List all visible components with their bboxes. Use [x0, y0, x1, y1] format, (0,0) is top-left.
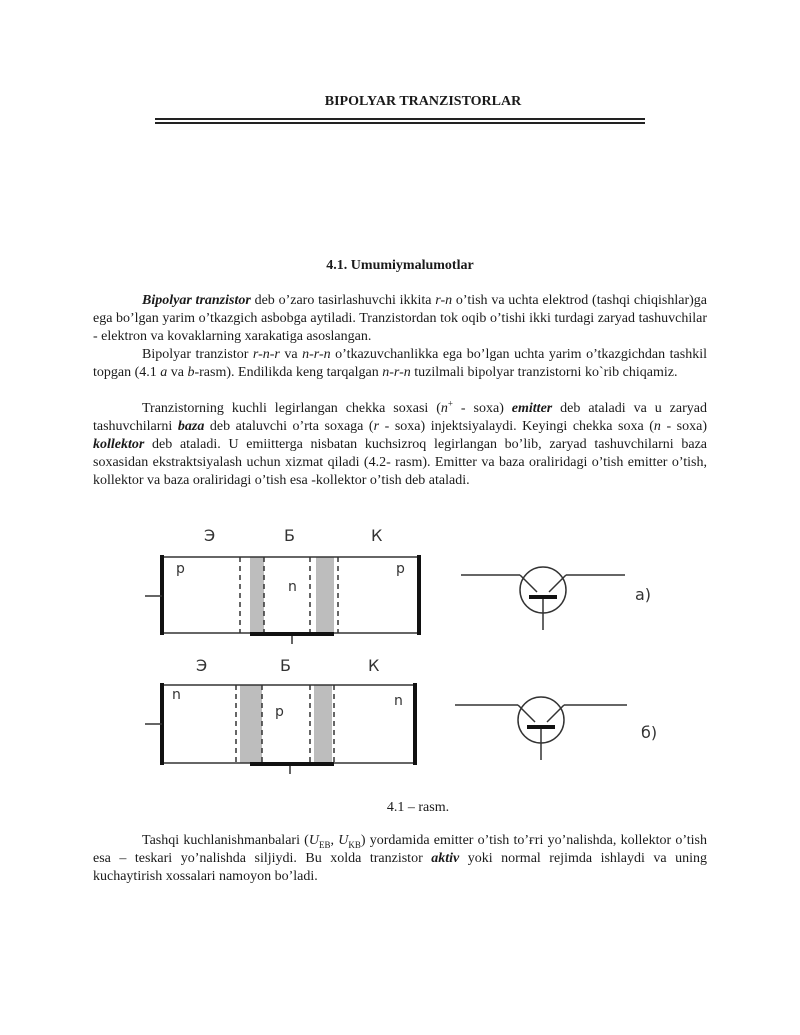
text-span: b: [187, 365, 195, 380]
structure-pnp: [145, 526, 419, 644]
pnp-transistor-symbol: [461, 567, 651, 630]
text-span: U: [308, 833, 319, 848]
text-span: EB: [318, 839, 331, 850]
label-collector-top: К: [371, 526, 383, 545]
section-heading: 4.1. Umumiymalumotlar: [326, 258, 474, 273]
label-emitter-top: Э: [204, 526, 216, 545]
term-baza: baza: [177, 419, 205, 434]
text-span: n: [653, 419, 661, 434]
text-span: n-r-n: [382, 365, 411, 380]
term-bipolyar-tranzistor: Bipolyar tranzistor: [142, 293, 251, 308]
text-span: - soxa): [660, 419, 707, 434]
label-base-bottom: Б: [280, 656, 291, 675]
emitter-junction-bottom: [240, 685, 262, 763]
text-span: yoki normal rejimda ishlaydi va uning kuchaytirish xossalari namoyon bo’ladi.: [93, 851, 708, 884]
label-collector-bottom: К: [368, 656, 380, 675]
term-kollektor: kollektor: [93, 437, 145, 452]
label-base-top: Б: [284, 526, 295, 545]
text-span: va: [279, 347, 303, 362]
text-span: U: [338, 833, 349, 848]
label-a: a): [635, 585, 652, 604]
collector-junction-top: [316, 557, 334, 633]
text-span: - soxa): [452, 401, 512, 416]
text-span: o’tkazuvchanlikka ega bo’lgan uchta yarim o’tkazgichdan tashkil topgan (4.1: [93, 347, 707, 380]
region-left-bottom: n: [172, 687, 181, 703]
text-span: o’tish va uchta elektrod (tashqi chiqishlar)ga ega bo’lgan yarim o’tkazgich asbobga aytiladi. Tranzistordan tok oqib o’tishi ikki turdagi zaryad tashuvchilar - elektron va kovaklarning xarakatiga asoslangan.: [93, 293, 708, 344]
text-span: Tashqi kuchlanishmanbalari (: [142, 833, 309, 848]
emitter-junction-top: [250, 557, 264, 633]
text-span: deb ataladi. U emiitterga nisbatan kuchsizroq legirlangan bo’lib, zaryad tashuvchilarni baza soxasidan ekstraktsiyalash uchun xizmat qiladi (4.2- rasm). Emitter va baza oraliridagi o’tish emitter o’tish, kollektor va baza oraliridagi o’tish esa -kollektor o’tish deb ataladi.: [93, 437, 707, 488]
paragraph-regions: [93, 400, 707, 490]
text-span: KB: [348, 839, 361, 850]
text-span: - soxa) injektsiyalaydi. Keyingi chekka soxa (: [379, 419, 654, 434]
text-span: -rasm). Endilikda keng tarqalgan: [194, 365, 383, 380]
text-span: r: [373, 419, 380, 434]
region-mid-top: n: [288, 579, 297, 595]
text-span: Bipolyar tranzistor: [142, 347, 253, 362]
text-span: a: [160, 365, 168, 380]
label-emitter-bottom: Э: [196, 656, 208, 675]
text-span: +: [447, 398, 453, 409]
text-span: ,: [330, 833, 339, 848]
term-aktiv: aktiv: [431, 851, 460, 866]
title-underline: [155, 118, 645, 120]
term-emitter: emitter: [511, 401, 553, 416]
text-span: deb o’zaro tasirlashuvchi ikkita: [250, 293, 436, 308]
label-b: б): [641, 723, 658, 742]
region-mid-bottom: p: [275, 704, 284, 720]
text-span: deb ataladi va u zaryad tashuvchilarni: [93, 401, 707, 434]
paragraph-structure: [93, 346, 707, 382]
transistor-figure: [0, 515, 800, 785]
text-span: ) yordamida emitter o’tish to’ғri yo’nalishda, kollektor o’tish esa – teskari yo’nalishda siljiydi. Bu xolda tranzistor: [93, 833, 707, 866]
paragraph-definition: [93, 292, 707, 346]
text-span: r-n: [435, 293, 453, 308]
text-span: deb ataluvchi o’rta soxaga (: [204, 419, 374, 434]
page-title: BIPOLYAR TRANZISTORLAR: [324, 94, 522, 109]
text-span: n-r-n: [302, 347, 331, 362]
region-left-top: p: [176, 561, 185, 577]
text-span: tuzilmali bipolyar tranzistorni ko`rib chiqamiz.: [410, 365, 678, 380]
region-right-bottom: n: [394, 693, 403, 709]
text-span: r-n-r: [252, 347, 280, 362]
structure-npn: [145, 656, 415, 774]
collector-junction-bottom: [314, 685, 332, 763]
npn-transistor-symbol: [455, 697, 657, 760]
paragraph-active-mode: [93, 832, 707, 886]
figure-caption: 4.1 – rasm.: [386, 800, 450, 815]
region-right-top: p: [396, 561, 405, 577]
text-span: va: [167, 365, 188, 380]
text-span: Tranzistorning kuchli legirlangan chekka soxasi (: [142, 401, 441, 416]
text-span: n: [440, 401, 448, 416]
title-underline-second: [155, 122, 645, 124]
